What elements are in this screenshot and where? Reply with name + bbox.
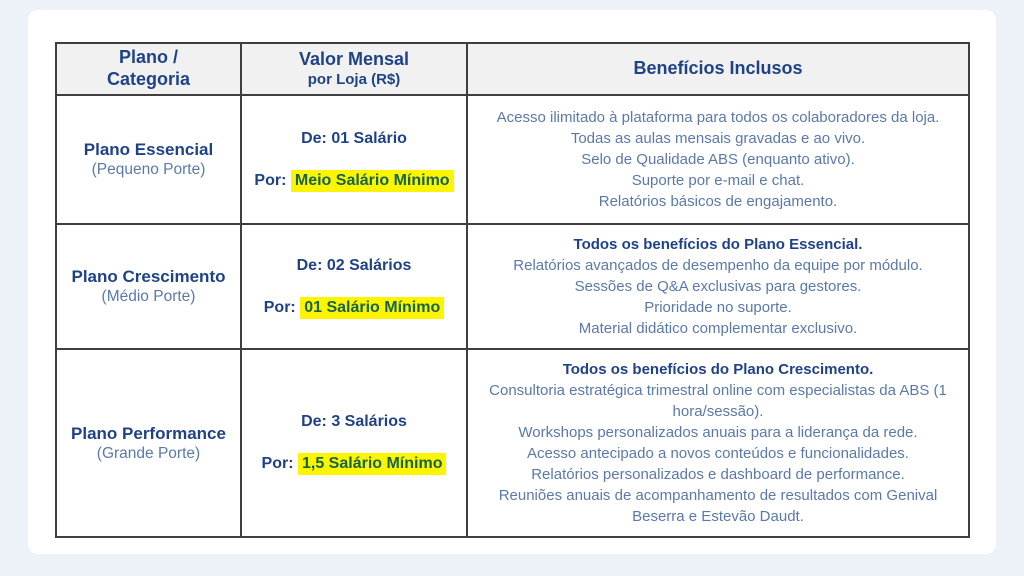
header-plan-line1: Plano /	[118, 47, 178, 68]
benefits-cell-performance	[467, 349, 969, 537]
plan-cell-essencial	[56, 95, 241, 224]
benefit-line: Relatórios avançados de desempenho da equipe por módulo.	[513, 257, 923, 274]
header-monthly-value	[241, 43, 467, 95]
price-now	[246, 172, 462, 190]
benefit-line: Consultoria estratégica trimestral online com especialistas da ABS (1 hora/sessão).	[489, 382, 947, 420]
price-from-value: 02 Salários	[326, 256, 412, 274]
benefit-line: Selo de Qualidade ABS (enquanto ativo).	[581, 151, 855, 168]
benefit-line: Reuniões anuais de acompanhamento de resultados com Genival Beserra e Estevão Daudt.	[498, 487, 938, 525]
price-from-label: De:	[301, 413, 327, 430]
benefit-line: Acesso antecipado a novos conteúdos e funcionalidades.	[527, 445, 909, 462]
benefit-line: Sessões de Q&A exclusivas para gestores.	[574, 278, 862, 295]
price-now-highlight: Meio Salário Mínimo	[291, 170, 454, 192]
benefit-line: Relatórios básicos de engajamento.	[598, 193, 838, 210]
price-from-label: De:	[301, 129, 327, 147]
benefit-line: Todas as aulas mensais gravadas e ao vivo.	[570, 130, 866, 147]
header-benefits: Benefícios Inclusos	[467, 43, 969, 95]
price-from	[246, 413, 462, 431]
header-plan-category	[56, 43, 241, 95]
header-plan-line2: Categoria	[106, 69, 191, 89]
benefit-line: Material didático complementar exclusivo.	[578, 320, 858, 337]
price-cell-essencial	[241, 95, 467, 224]
header-price-line1: Valor Mensal	[298, 49, 410, 70]
pricing-card	[28, 10, 996, 554]
plan-cell-performance	[56, 349, 241, 537]
price-now	[246, 455, 462, 473]
benefit-line: Workshops personalizados anuais para a liderança da rede.	[518, 424, 918, 441]
price-now-label: Por:	[263, 298, 296, 316]
benefit-line-bold: Todos os benefícios do Plano Essencial.	[573, 236, 863, 253]
price-now-label: Por:	[254, 171, 287, 189]
pricing-table	[55, 42, 970, 538]
price-from-value: 3 Salários	[331, 413, 407, 430]
plan-cell-crescimento	[56, 224, 241, 349]
price-cell-performance	[241, 349, 467, 537]
benefits-cell-essencial	[467, 95, 969, 224]
price-now-highlight: 01 Salário Mínimo	[300, 297, 444, 319]
price-from-value: 01 Salário	[331, 129, 407, 147]
table-header-row	[56, 43, 969, 95]
benefit-line: Relatórios personalizados e dashboard de performance.	[531, 466, 905, 483]
price-now	[246, 299, 462, 317]
benefit-line-bold: Todos os benefícios do Plano Crescimento.	[562, 361, 874, 378]
benefit-line: Acesso ilimitado à plataforma para todos os colaboradores da loja.	[496, 109, 940, 126]
plan-name: Plano Performance	[71, 423, 226, 443]
table-row-essencial	[56, 95, 969, 224]
header-price-line2: por Loja (R$)	[307, 70, 401, 88]
benefit-line: Prioridade no suporte.	[644, 299, 792, 316]
plan-category: (Médio Porte)	[101, 288, 196, 306]
benefits-cell-crescimento	[467, 224, 969, 349]
plan-name: Plano Crescimento	[71, 267, 226, 287]
price-cell-crescimento	[241, 224, 467, 349]
table-row-performance	[56, 349, 969, 537]
plan-category: (Grande Porte)	[96, 444, 201, 462]
plan-category: (Pequeno Porte)	[91, 161, 206, 179]
benefit-line: Suporte por e-mail e chat.	[631, 172, 805, 189]
plan-name: Plano Essencial	[83, 140, 214, 160]
table-row-crescimento	[56, 224, 969, 349]
price-now-highlight: 1,5 Salário Mínimo	[298, 453, 446, 475]
price-now-label: Por:	[261, 455, 294, 472]
price-from-label: De:	[296, 256, 323, 274]
price-from	[246, 130, 462, 148]
price-from	[246, 257, 462, 275]
